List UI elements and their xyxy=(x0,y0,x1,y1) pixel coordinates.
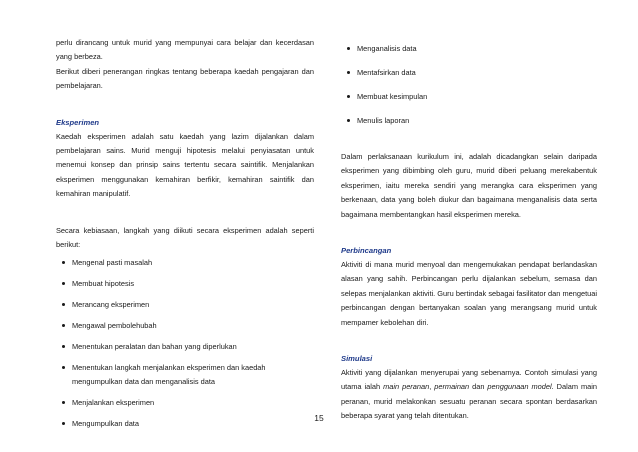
list-item: Merancang eksperimen xyxy=(56,298,314,312)
list-item: Menganalisis data xyxy=(341,42,597,56)
simulasi-text-1: Aktiviti yang dijalankan menyerupai yang sebenarnya. Contoh simulasi yang utama ialah xyxy=(341,368,597,392)
simulasi-text-3: dan xyxy=(469,382,488,392)
simulasi-emphasis-2: permainan xyxy=(434,382,470,392)
list-item: Mengenal pasti masalah xyxy=(56,256,314,270)
perbincangan-heading: Perbincangan xyxy=(341,246,392,256)
perbincangan-paragraph: Aktiviti di mana murid menyoal dan mengemukakan pendapat berlandaskan alasan yang sahih. Perbincangan perlu dijalankan sebelum, semasa dan selepas menjalankan aktiviti. Guru bertindak sebagai fasilitator dan mengetuai perbincangan dengan bertanyakan soalan yang merangsang murid untuk mempamer kebolehan diri. xyxy=(341,260,597,327)
eksperimen-heading: Eksperimen xyxy=(56,117,100,127)
simulasi-text-4: . Dalam main peranan, murid melakonkan sesuatu peranan secara spontan berdasarkan beberapa syarat yang telah ditentukan. xyxy=(341,382,597,421)
kurikulum-paragraph: Dalam perlaksanaan kurikulum ini, adalah dicadangkan selain daripada eksperimen yang dibimbing oleh guru, murid diberi peluang merekabentuk eksperimen, iaitu mereka sendiri yang merangka cara eksperimen yang berkenaan, data yang boleh diukur dan bagaimana menganalisis data serta bagaimana membentangkan hasil eksperimen mereka. xyxy=(341,152,597,219)
simulasi-emphasis-1: main peranan xyxy=(383,382,430,392)
list-item: Menjalankan eksperimen xyxy=(56,396,314,410)
list-item: Mengumpulkan data xyxy=(56,417,314,431)
left-column xyxy=(56,36,314,438)
list-item: Mengawal pembolehubah xyxy=(56,319,314,333)
eksperimen-paragraph: Kaedah eksperimen adalah satu kaedah yang lazim dijalankan dalam pembelajaran sains. Murid menguji hipotesis melalui penyiasatan untuk menemui konsep dan prinsip sains tertentu secara saintifik. Menjalankan eksperimen menggunakan kemahiran berfikir, kemahiran saintifik dan kemahiran manipulatif. xyxy=(56,131,314,199)
simulasi-text-2: , xyxy=(429,382,435,392)
experiment-steps-list xyxy=(56,256,314,431)
steps-intro: Secara kebiasaan, langkah yang diikuti secara eksperimen adalah seperti berikut: xyxy=(56,225,314,250)
simulasi-emphasis-3: penggunaan model xyxy=(487,382,552,392)
list-item: Membuat hipotesis xyxy=(56,277,314,291)
page-number: 15 xyxy=(314,413,324,423)
list-item: Menentukan peralatan dan bahan yang diperlukan xyxy=(56,340,314,354)
simulasi-heading: Simulasi xyxy=(341,354,373,364)
list-item: Membuat kesimpulan xyxy=(341,90,597,104)
list-item: Menentukan langkah menjalankan eksperimen dan kaedah mengumpulkan data dan menganalisis data xyxy=(56,361,314,389)
experiment-steps-continued-list xyxy=(341,42,597,128)
intro-paragraph-2: Berikut diberi penerangan ringkas tentang beberapa kaedah pengajaran dan pembelajaran. xyxy=(56,66,314,91)
intro-paragraph-1: perlu dirancang untuk murid yang mempunyai cara belajar dan kecerdasan yang berbeza. xyxy=(56,38,314,62)
right-column xyxy=(341,36,597,424)
list-item: Mentafsirkan data xyxy=(341,66,597,80)
list-item: Menulis laporan xyxy=(341,114,597,128)
